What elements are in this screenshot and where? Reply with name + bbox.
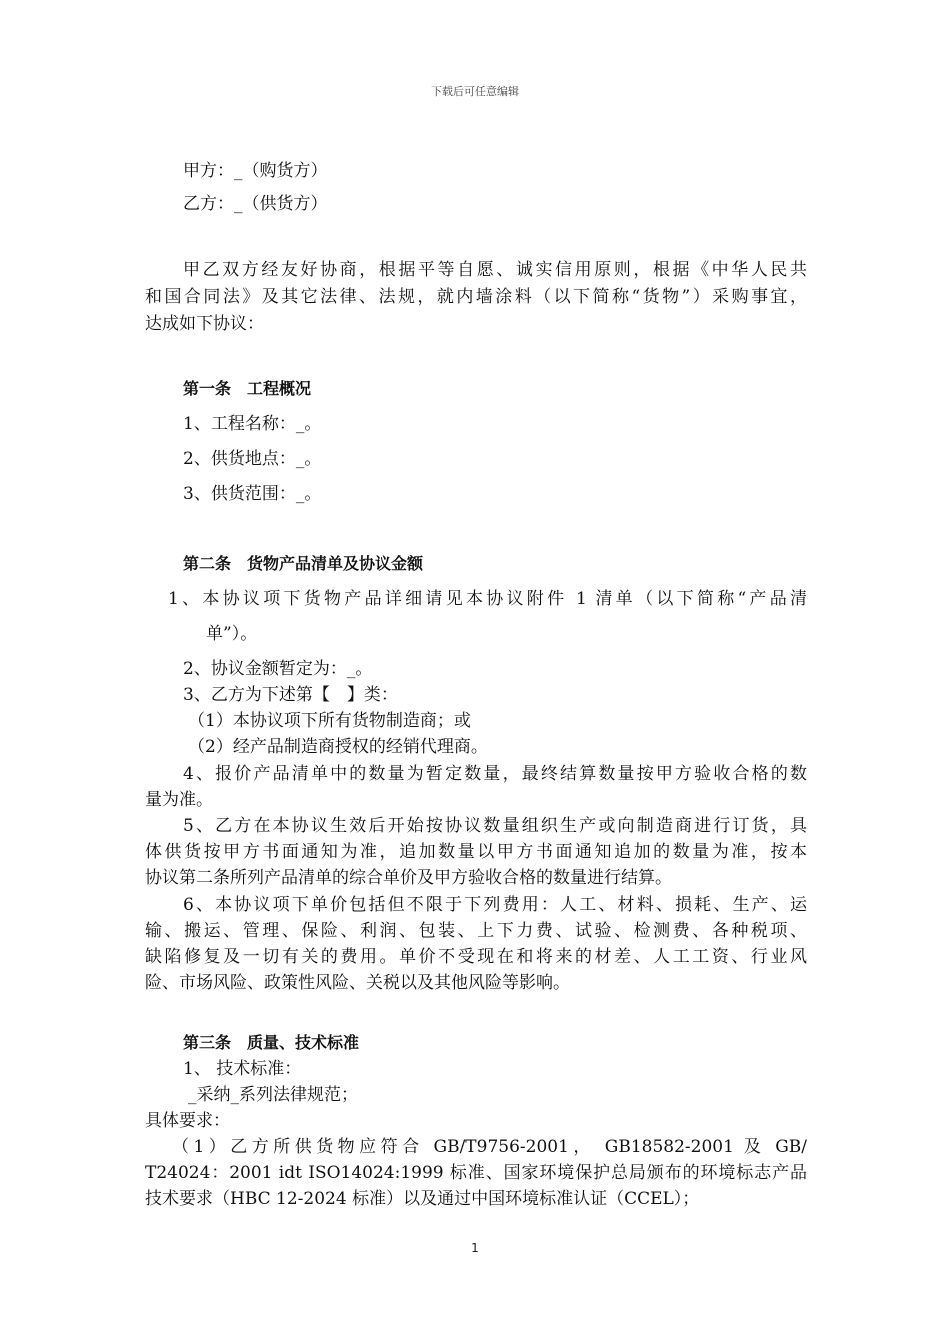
article-2-item-4-line-2: 量为准。 [145,790,213,810]
article-2-item-1-line-2: 单”）。 [206,624,258,644]
party-b-line: 乙方：_（供货方） [183,194,328,214]
article-2-item-5-line-3: 协议第二条所列产品清单的综合单价及甲方验收合格的数量进行结算。 [145,868,672,888]
article-3-requirement-1-line-1: （1）乙方所供货物应符合 GB/T9756-2001， GB18582-2001 及 GB/ [172,1137,807,1157]
article-2-item-6-line-2: 输、搬运、管理、保险、利润、包装、上下力费、试验、检测费、各种税项、 [145,921,807,941]
article-2-item-5-line-2: 体供货按甲方书面通知为准，追加数量以甲方书面通知追加的数量为准，按本 [145,842,807,862]
article-1-item-3: 3、供货范围：_。 [183,484,322,504]
article-3-item-1-sub: _采纳_系列法律规范； [188,1085,358,1105]
article-2-item-5-line-1: 5、乙方在本协议生效后开始按协议数量组织生产或向制造商进行订货，具 [183,816,807,836]
article-2-item-1-line-1: 1、本协议项下货物产品详细请见本协议附件 1 清单（以下简称“产品清 [168,589,807,609]
intro-line-2: 和国合同法》及其它法律、法规，就内墙涂料（以下简称“货物”）采购事宜， [145,287,807,307]
article-1-item-1: 1、工程名称：_。 [183,414,322,434]
article-3-requirement-1-line-2: T24024：2001 idt ISO14024:1999 标准、国家环境保护总局颁布的环境标志产品 [145,1163,807,1183]
article-2-item-3: 3、乙方为下述第【 】类： [183,685,398,705]
page-number: 1 [471,1241,479,1255]
article-3-title: 第三条 质量、技术标准 [183,1033,360,1052]
article-2-item-2: 2、协议金额暂定为：_。 [183,659,373,679]
article-2-title: 第二条 货物产品清单及协议金额 [183,554,424,573]
article-2-item-3-option-2: （2）经产品制造商授权的经销代理商。 [188,737,488,757]
party-a-line: 甲方：_（购货方） [183,161,328,181]
article-3-requirements-label: 具体要求： [145,1111,230,1131]
intro-line-3: 达成如下协议： [145,314,264,334]
article-2-item-6-line-4: 险、市场风险、政策性风险、关税以及其他风险等影响。 [145,973,570,993]
article-2-item-6-line-3: 缺陷修复及一切有关的费用。单价不受现在和将来的材差、人工工资、行业风 [145,947,807,967]
article-1-item-2: 2、供货地点：_。 [183,449,322,469]
article-2-item-3-option-1: （1）本协议项下所有货物制造商；或 [188,711,471,731]
article-1-title: 第一条 工程概况 [183,379,312,398]
article-3-item-1: 1、 技术标准： [183,1059,302,1079]
page-header: 下载后可任意编辑 [431,85,519,98]
intro-line-1: 甲乙双方经友好协商，根据平等自愿、诚实信用原则，根据《中华人民共 [183,260,807,280]
article-2-item-4-line-1: 4、报价产品清单中的数量为暂定数量，最终结算数量按甲方验收合格的数 [183,764,807,784]
article-2-item-6-line-1: 6、本协议项下单价包括但不限于下列费用：人工、材料、损耗、生产、运 [183,895,807,915]
article-3-requirement-1-line-3: 技术要求（HBC 12-2024 标准）以及通过中国环境标准认证（CCEL）； [145,1189,700,1209]
